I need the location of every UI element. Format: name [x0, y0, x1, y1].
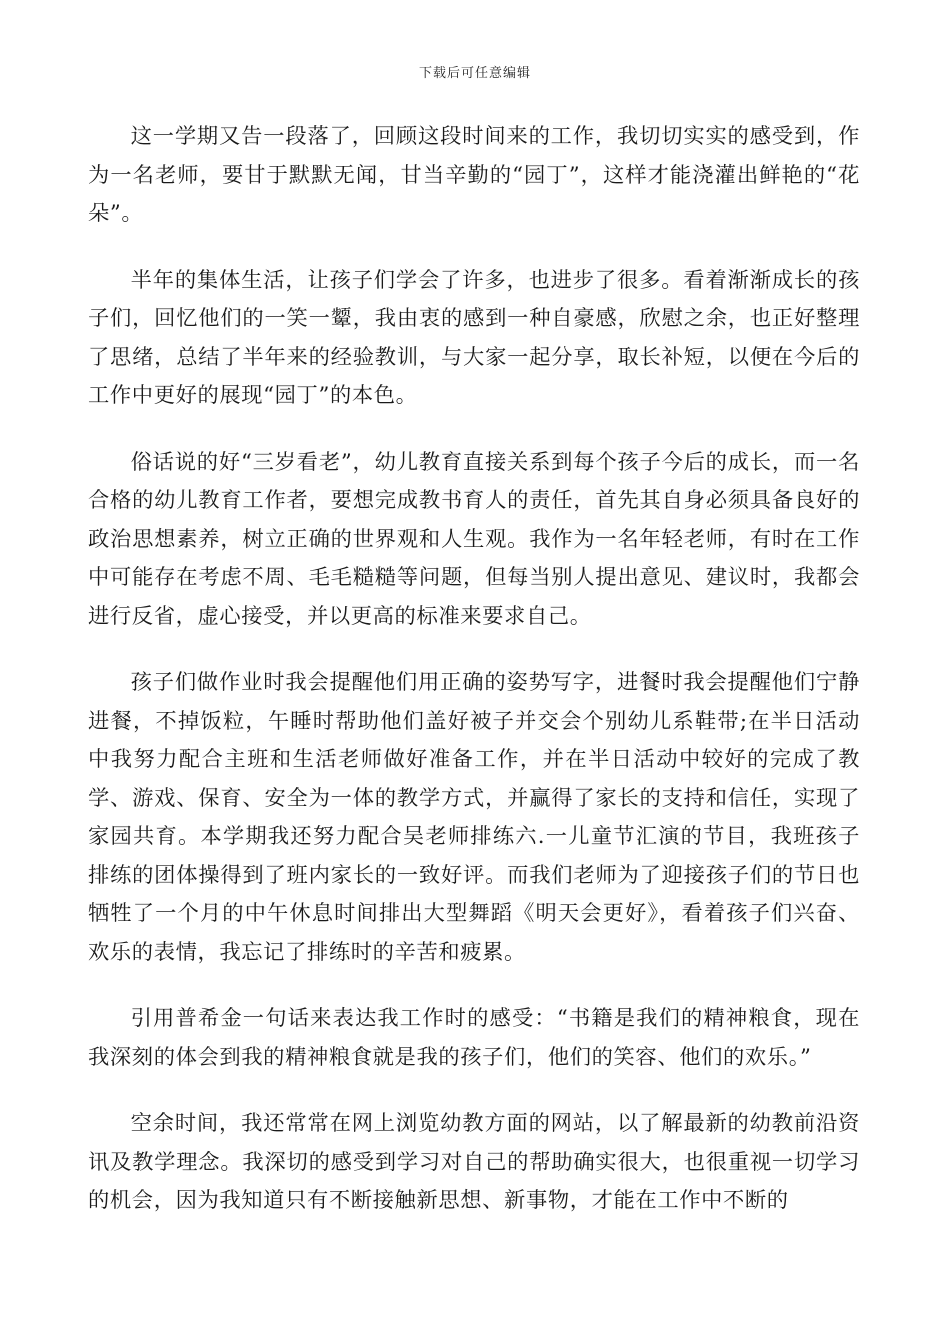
paragraph-2: 半年的集体生活，让孩子们学会了许多，也进步了很多。看着渐渐成长的孩子们，回忆他们的一笑一颦，我由衷的感到一种自豪感，欣慰之余，也正好整理了思绪，总结了半年来的经验教训，与大家一起分享，取长补短，以便在今后的工作中更好的展现“园丁”的本色。: [88, 267, 860, 408]
paragraph-6: 空余时间，我还常常在网上浏览幼教方面的网站，以了解最新的幼教前沿资讯及教学理念。我深切的感受到学习对自己的帮助确实很大，也很重视一切学习的机会，因为我知道只有不断接触新思想、新事物，才能在工作中不断的: [88, 1111, 860, 1213]
paragraph-4: 孩子们做作业时我会提醒他们用正确的姿势写字，进餐时我会提醒他们宁静进餐，不掉饭粒，午睡时帮助他们盖好被子并交会个别幼儿系鞋带;在半日活动中我努力配合主班和生活老师做好准备工作，并在半日活动中较好的完成了教学、游戏、保育、安全为一体的教学方式，并赢得了家长的支持和信任，实现了家园共育。本学期我还努力配合吴老师排练六.一儿童节汇演的节目，我班孩子排练的团体操得到了班内家长的一致好评。而我们老师为了迎接孩子们的节日也牺牲了一个月的中午休息时间排出大型舞蹈《明天会更好》，看着孩子们兴奋、欢乐的表情，我忘记了排练时的辛苦和疲累。: [88, 670, 860, 965]
document-body: [88, 118, 860, 1249]
paragraph-5: 引用普希金一句话来表达我工作时的感受：“书籍是我们的精神粮食，现在我深刻的体会到我的精神粮食就是我的孩子们，他们的笑容、他们的欢乐。”: [88, 1006, 860, 1070]
page-header: 下载后可任意编辑: [418, 66, 531, 81]
paragraph-1: 这一学期又告一段落了，回顾这段时间来的工作，我切切实实的感受到，作为一名老师，要甘于默默无闻，甘当辛勤的“园丁”，这样才能浇灌出鲜艳的“花朵”。: [88, 124, 860, 226]
paragraph-3: 俗话说的好“三岁看老”，幼儿教育直接关系到每个孩子今后的成长，而一名合格的幼儿教育工作者，要想完成教书育人的责任，首先其自身必须具备良好的政治思想素养，树立正确的世界观和人生观。我作为一名年轻老师，有时在工作中可能存在考虑不周、毛毛糙糙等问题，但每当别人提出意见、建议时，我都会进行反省，虚心接受，并以更高的标准来要求自己。: [88, 449, 860, 629]
